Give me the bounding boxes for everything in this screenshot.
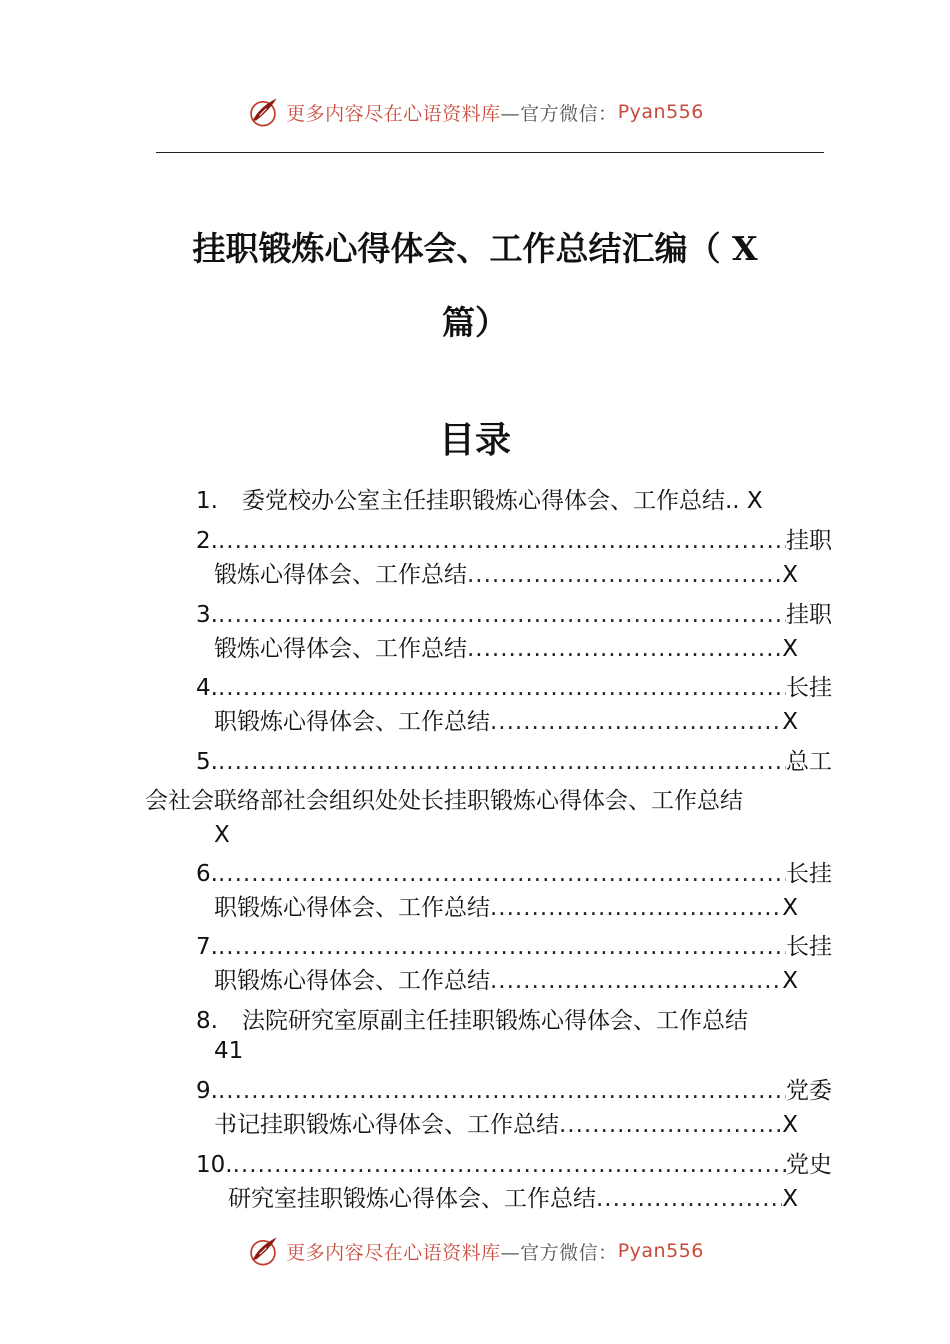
toc-leader-dots xyxy=(218,597,786,633)
toc-entry-1[interactable] xyxy=(196,483,763,519)
toc-entry-title: 书记挂职锻炼心得体会、工作总结 xyxy=(214,1112,559,1138)
toc-entry-number: 4. xyxy=(196,675,218,701)
watermark-text-sep: —官方微信： xyxy=(500,1241,618,1264)
document-title-line1: 挂职锻炼心得体会、工作总结汇编（ X xyxy=(192,229,758,268)
toc-entry-5-page[interactable] xyxy=(214,817,230,853)
toc-entry-title-start: 挂职 xyxy=(786,528,832,554)
toc-entry-10[interactable] xyxy=(196,1147,832,1183)
toc-entry-7[interactable] xyxy=(196,929,832,965)
footer-watermark xyxy=(0,1234,950,1268)
toc-leader-dots xyxy=(467,631,782,667)
toc-entry-number: 5. xyxy=(196,749,218,775)
toc-entry-page: X xyxy=(746,488,763,514)
toc-entry-title-start: 总工 xyxy=(786,749,832,775)
toc-entry-page: X xyxy=(782,636,798,662)
toc-entry-title: 职锻炼心得体会、工作总结 xyxy=(214,895,490,921)
toc-leader-dots xyxy=(490,704,782,740)
toc-entry-number: 7. xyxy=(196,934,218,960)
document-title xyxy=(150,212,800,360)
toc-entry-title: 法院研究室原副主任挂职锻炼心得体会、工作总结 xyxy=(241,1008,748,1034)
toc-entry-4[interactable] xyxy=(196,670,832,706)
toc-entry-title: 会社会联络部社会组织处处长挂职锻炼心得体会、工作总结 xyxy=(145,788,743,814)
toc-leader-dots xyxy=(490,890,782,926)
toc-entry-page: X xyxy=(782,1186,798,1212)
toc-entry-page: X xyxy=(782,562,798,588)
toc-entry-2-cont[interactable] xyxy=(214,557,798,593)
toc-leader-dots xyxy=(559,1107,782,1143)
watermark-text-sep: —官方微信： xyxy=(500,102,618,125)
quill-logo-icon xyxy=(246,1234,280,1268)
toc-leader-dots xyxy=(218,523,786,559)
toc-entry-title-start: 长挂 xyxy=(786,934,832,960)
toc-heading: 目录 xyxy=(438,419,511,461)
document-title-line2: 篇） xyxy=(442,303,508,342)
toc-entry-title-start: 党史 xyxy=(786,1152,832,1178)
toc-entry-number: 1. xyxy=(196,488,218,514)
header-watermark xyxy=(0,95,950,129)
toc-entry-number: 3. xyxy=(196,602,218,628)
toc-entry-title: 研究室挂职锻炼心得体会、工作总结 xyxy=(228,1186,596,1212)
toc-leader-dots xyxy=(233,1147,786,1183)
toc-entry-page: X xyxy=(782,1112,798,1138)
toc-entry-5-cont[interactable] xyxy=(145,783,743,819)
toc-entry-6-cont[interactable] xyxy=(214,890,798,926)
toc-entry-number: 8. xyxy=(196,1008,218,1034)
toc-entry-title-start: 挂职 xyxy=(786,602,832,628)
toc-entry-number: 9. xyxy=(196,1078,218,1104)
toc-entry-3-cont[interactable] xyxy=(214,631,798,667)
toc-entry-title: 锻炼心得体会、工作总结 xyxy=(214,636,467,662)
toc-entry-7-cont[interactable] xyxy=(214,963,798,999)
toc-leader-dots xyxy=(218,856,786,892)
watermark-text-main: 更多内容尽在心语资料库 xyxy=(286,1241,501,1264)
watermark-text-id: Pyan556 xyxy=(617,1240,704,1262)
toc-entry-page: 41 xyxy=(214,1038,244,1064)
toc-leader-dots xyxy=(218,1073,786,1109)
toc-entry-title-start: 长挂 xyxy=(786,675,832,701)
toc-leader-dots xyxy=(218,670,786,706)
toc-entry-title: 职锻炼心得体会、工作总结 xyxy=(214,968,490,994)
toc-entry-page: X xyxy=(214,822,230,848)
toc-leader-dots xyxy=(490,963,782,999)
header-divider xyxy=(156,152,824,153)
toc-entry-10-cont[interactable] xyxy=(228,1181,798,1217)
toc-entry-title: 职锻炼心得体会、工作总结 xyxy=(214,709,490,735)
toc-entry-4-cont[interactable] xyxy=(214,704,798,740)
toc-entry-title: 委党校办公室主任挂职锻炼心得体会、工作总结.. xyxy=(241,488,740,514)
quill-logo-icon xyxy=(246,95,280,129)
toc-entry-8-page[interactable] xyxy=(214,1033,243,1069)
toc-entry-9[interactable] xyxy=(196,1073,832,1109)
toc-entry-title-start: 长挂 xyxy=(786,861,832,887)
toc-entry-page: X xyxy=(782,968,798,994)
toc-entry-number: 2. xyxy=(196,528,218,554)
toc-entry-title-start: 党委 xyxy=(786,1078,832,1104)
toc-entry-8[interactable] xyxy=(196,1003,748,1039)
toc-leader-dots xyxy=(596,1181,782,1217)
toc-leader-dots xyxy=(218,744,786,780)
toc-entry-page: X xyxy=(782,895,798,921)
toc-entry-9-cont[interactable] xyxy=(214,1107,798,1143)
toc-entry-6[interactable] xyxy=(196,856,832,892)
toc-leader-dots xyxy=(467,557,782,593)
toc-entry-number: 10. xyxy=(196,1152,233,1178)
toc-entry-title: 锻炼心得体会、工作总结 xyxy=(214,562,467,588)
toc-entry-number: 6. xyxy=(196,861,218,887)
toc-entry-page: X xyxy=(782,709,798,735)
watermark-text-id: Pyan556 xyxy=(617,101,704,123)
toc-entry-2[interactable] xyxy=(196,523,832,559)
watermark-text-main: 更多内容尽在心语资料库 xyxy=(286,102,501,125)
toc-entry-5[interactable] xyxy=(196,744,832,780)
toc-leader-dots xyxy=(218,929,786,965)
toc-entry-3[interactable] xyxy=(196,597,832,633)
